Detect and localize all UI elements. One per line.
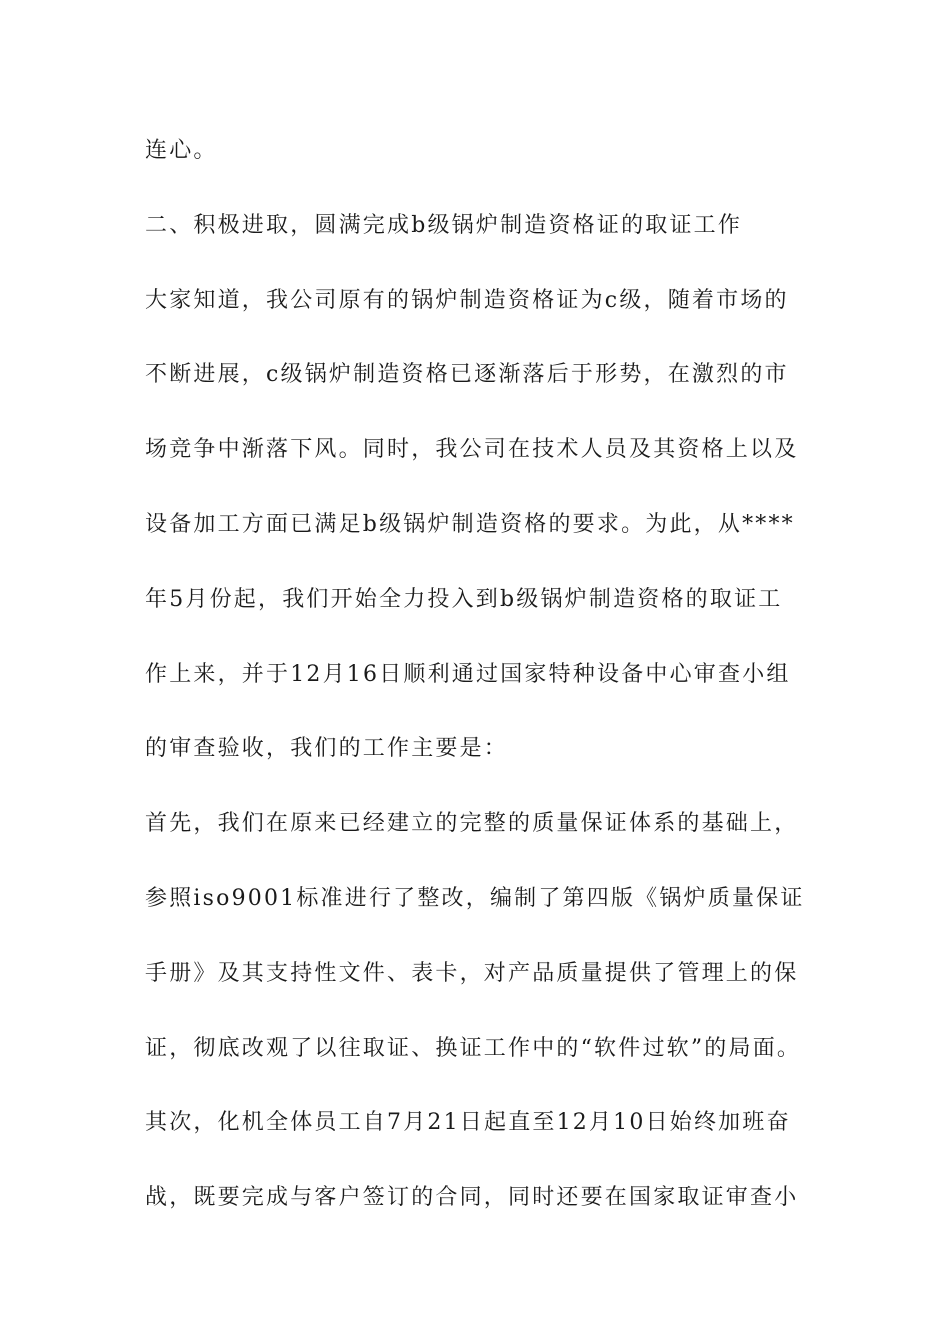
text-line: 连心。 [145,138,218,163]
text-line: 战，既要完成与客户签订的合同，同时还要在国家取证审查小 [145,1185,799,1210]
text-line: 年5月份起，我们开始全力投入到b级锅炉制造资格的取证工 [145,587,783,612]
text-line: 不断进展，c级锅炉制造资格已逐渐落后于形势，在激烈的市 [145,362,789,387]
text-line: 参照iso9001标准进行了整改，编制了第四版《锅炉质量保证 [145,886,805,911]
text-line: 其次，化机全体员工自7月21日起直至12月10日始终加班奋 [145,1110,791,1135]
text-line: 首先，我们在原来已经建立的完整的质量保证体系的基础上， [145,811,799,836]
text-line: 手册》及其支持性文件、表卡，对产品质量提供了管理上的保 [145,961,799,986]
section-heading: 二、积极进取，圆满完成b级锅炉制造资格证的取证工作 [145,213,743,238]
text-line: 大家知道，我公司原有的锅炉制造资格证为c级，随着市场的 [145,288,789,313]
text-line: 的审查验收，我们的工作主要是： [145,736,509,761]
text-line: 作上来，并于12月16日顺利通过国家特种设备中心审查小组 [145,662,791,687]
text-line: 设备加工方面已满足b级锅炉制造资格的要求。为此，从**** [145,512,795,537]
text-line: 场竞争中渐落下风。同时，我公司在技术人员及其资格上以及 [145,437,799,462]
text-line: 证，彻底改观了以往取证、换证工作中的“软件过软”的局面。 [145,1036,802,1061]
